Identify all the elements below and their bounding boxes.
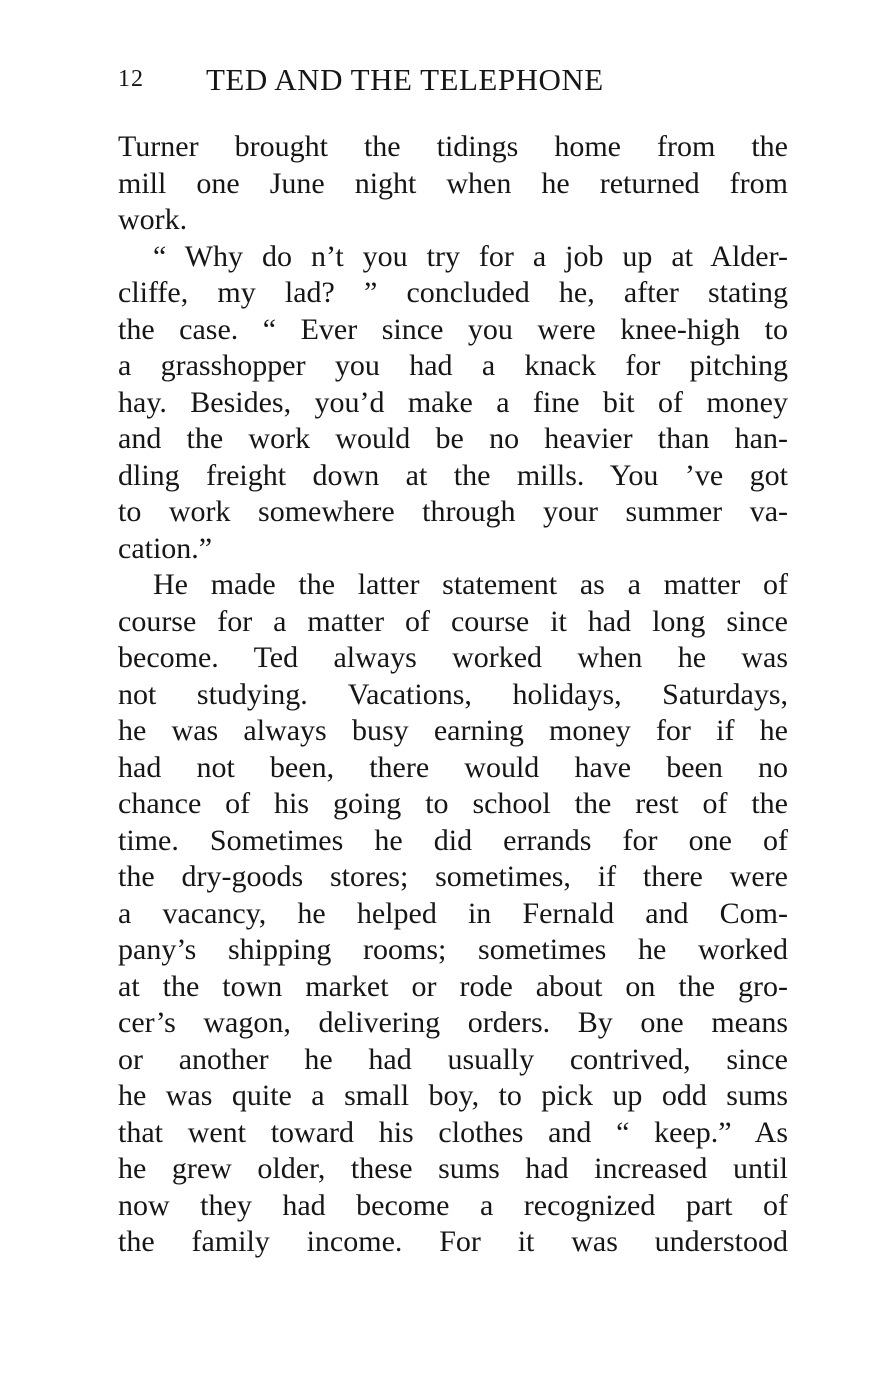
text-line: time. Sometimes he did errands for one of xyxy=(118,823,788,857)
text-line: mill one June night when he returned from xyxy=(118,166,788,200)
text-line: the family income. For it was understood xyxy=(118,1225,788,1258)
text-line: the dry-goods stores; sometimes, if there were xyxy=(118,860,788,893)
text-line: “ Why do n’t you try for a job up at Alder- xyxy=(153,239,788,273)
text-line: at the town market or rode about on the gro- xyxy=(118,969,788,1003)
text-line: to work somewhere through your summer va- xyxy=(118,495,788,528)
text-line: cer’s wagon, delivering orders. By one means xyxy=(118,1006,788,1039)
text-line: hay. Besides, you’d make a fine bit of money xyxy=(118,385,788,419)
page-number: 12 xyxy=(118,66,144,92)
running-head xyxy=(118,62,788,102)
text-line: a vacancy, he helped in Fernald and Com- xyxy=(118,896,788,930)
text-line: dling freight down at the mills. You ’ve got xyxy=(118,458,788,492)
text-line: chance of his going to school the rest of the xyxy=(118,787,788,820)
text-line: course for a matter of course it had long since xyxy=(118,604,788,638)
text-line: He made the latter statement as a matter of xyxy=(153,568,788,601)
text-line: he was quite a small boy, to pick up odd sums xyxy=(118,1079,788,1112)
text-line: not studying. Vacations, holidays, Saturdays, xyxy=(118,677,788,711)
text-line: become. Ted always worked when he was xyxy=(118,641,788,674)
text-line: now they had become a recognized part of xyxy=(118,1188,788,1222)
running-title: TED AND THE TELEPHONE xyxy=(206,62,604,97)
text-line: Turner brought the tidings home from the xyxy=(118,130,788,163)
text-line: cliffe, my lad? ” concluded he, after stating xyxy=(118,276,788,309)
text-line: a grasshopper you had a knack for pitching xyxy=(118,349,788,382)
text-line: he grew older, these sums had increased until xyxy=(118,1152,788,1185)
text-line: the case. “ Ever since you were knee-high to xyxy=(118,312,788,346)
text-line: and the work would be no heavier than han- xyxy=(118,422,788,455)
text-line: he was always busy earning money for if he xyxy=(118,714,788,747)
body-text xyxy=(118,129,788,1261)
text-line: pany’s shipping rooms; sometimes he worked xyxy=(118,933,788,966)
text-line: cation.” xyxy=(118,531,213,565)
text-line: had not been, there would have been no xyxy=(118,750,788,784)
text-line: or another he had usually contrived, since xyxy=(118,1042,788,1076)
text-line: that went toward his clothes and “ keep.” As xyxy=(118,1115,788,1149)
text-line: work. xyxy=(118,203,188,236)
